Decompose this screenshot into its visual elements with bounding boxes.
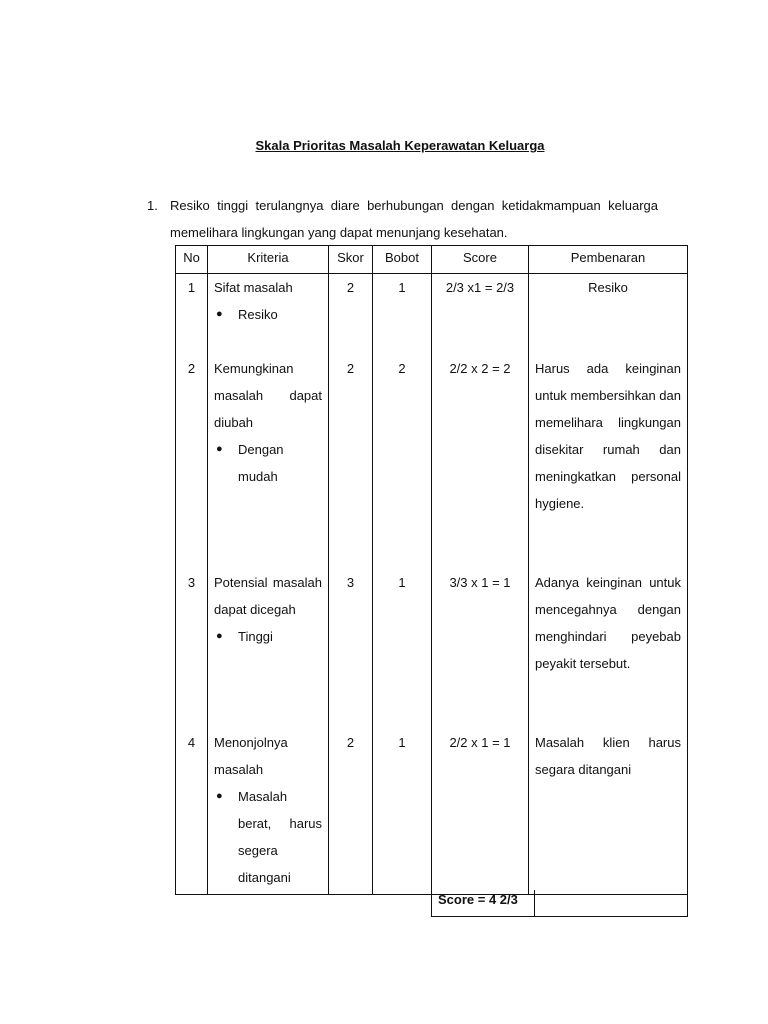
total-score-box [431,890,688,917]
cell-pembenaran: Adanya keinginan untuk mencegahnya dengan menghindari peyebab peyakit tersebut. [529,569,688,729]
cell-no: 4 [176,729,208,895]
cell-bobot: 1 [373,569,432,729]
cell-skor: 3 [329,569,373,729]
cell-no: 2 [176,355,208,569]
cell-skor: 2 [329,729,373,895]
cell-bobot: 1 [373,274,432,355]
item-text: Resiko tinggi terulangnya diare berhubungan dengan ketidakmampuan keluarga memelihara lingkungan yang dapat menunjang kesehatan. [170,198,658,240]
cell-pembenaran: Resiko [529,274,688,355]
cell-score: 2/2 x 1 = 1 [432,729,529,895]
cell-skor: 2 [329,274,373,355]
bullet-text: Masalah berat, harus segera ditangani [238,788,322,885]
bullet-icon: ● [216,629,223,642]
cell-no: 1 [176,274,208,355]
kriteria-text: Kemungkinan masalah dapat diubah [214,360,322,430]
priority-table [175,245,688,895]
kriteria-text: Menonjolnya masalah [214,734,288,777]
cell-kriteria [208,355,329,569]
kriteria-bullet [214,301,322,328]
table-header-row [176,246,688,274]
header-score: Score [432,246,529,274]
bullet-text: Dengan mudah [238,441,284,484]
bullet-icon: ● [216,308,223,320]
cell-pembenaran: Harus ada keinginan untuk membersihkan dan memelihara lingkungan disekitar rumah dan meningkatkan personal hygiene. [529,355,688,569]
kriteria-text: Potensial masalah dapat dicegah [214,574,322,617]
cell-no: 3 [176,569,208,729]
document-title: Skala Prioritas Masalah Keperawatan Keluarga [255,138,545,153]
cell-kriteria [208,569,329,729]
header-no: No [176,246,208,274]
kriteria-bullet [214,783,322,891]
total-score: Score = 4 2/3 [432,890,535,916]
cell-score: 2/2 x 2 = 2 [432,355,529,569]
cell-kriteria [208,274,329,355]
cell-score: 3/3 x 1 = 1 [432,569,529,729]
cell-score: 2/3 x1 = 2/3 [432,274,529,355]
cell-bobot: 1 [373,729,432,895]
item-number: 1. [147,198,158,213]
bullet-text: Resiko [238,307,278,322]
cell-bobot: 2 [373,355,432,569]
table-row [176,355,688,569]
kriteria-bullet [214,436,322,490]
cell-kriteria [208,729,329,895]
kriteria-bullet [214,623,322,650]
bullet-icon: ● [216,789,223,802]
table-row [176,274,688,355]
bullet-icon: ● [216,442,223,455]
table-row [176,729,688,895]
header-kriteria: Kriteria [208,246,329,274]
header-pembenaran: Pembenaran [529,246,688,274]
cell-pembenaran: Masalah klien harus segara ditangani [529,729,688,895]
kriteria-text: Sifat masalah [214,280,293,295]
header-skor: Skor [329,246,373,274]
table-row [176,569,688,729]
cell-skor: 2 [329,355,373,569]
header-bobot: Bobot [373,246,432,274]
bullet-text: Tinggi [238,628,273,644]
